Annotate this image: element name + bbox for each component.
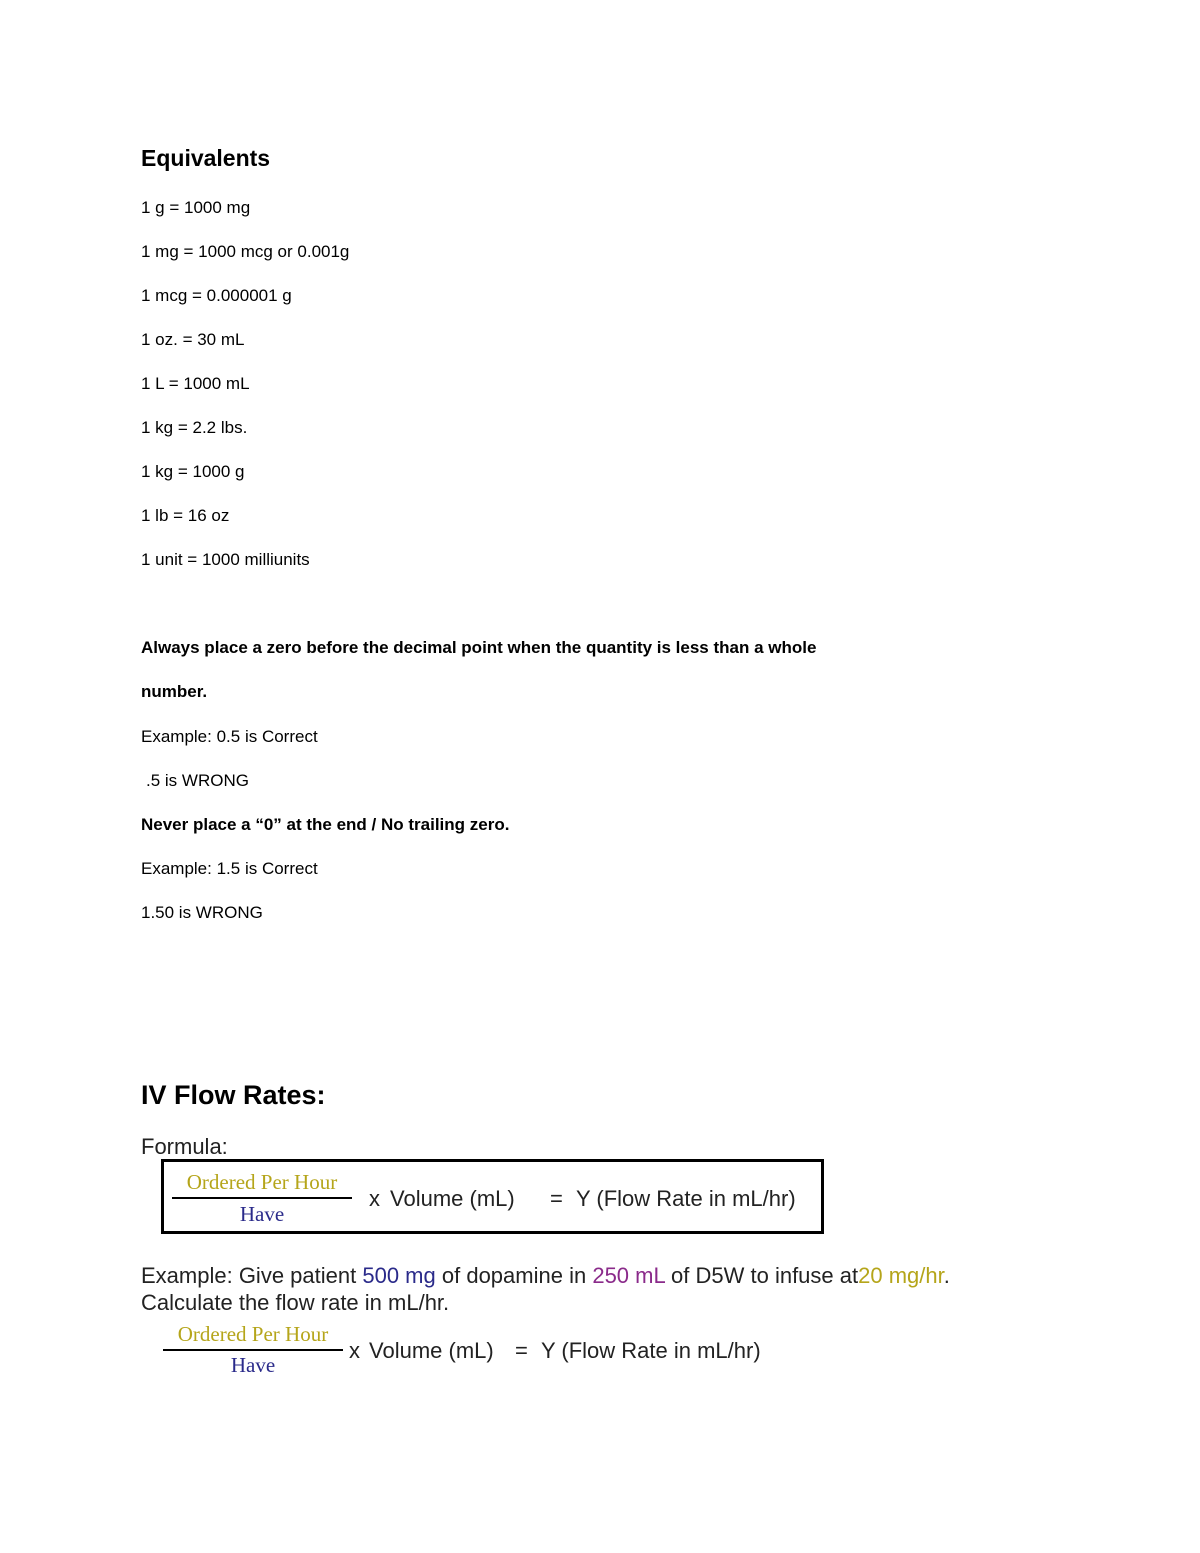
example-result: Y (Flow Rate in mL/hr) [541,1338,761,1363]
formula-times: x [369,1186,380,1211]
example-numerator: Ordered Per Hour [177,1322,329,1346]
example-mid1: of dopamine in [441,1263,587,1288]
formula-box [161,1159,824,1234]
equivalents-title: Equivalents [141,145,271,171]
example-formula [163,1320,863,1380]
equivalent-item: 1 L = 1000 mL [141,374,250,393]
example-text [141,1263,950,1289]
leading-zero-correct: Example: 0.5 is Correct [141,727,318,746]
equivalent-item: 1 lb = 16 oz [141,506,230,525]
formula-numerator: Ordered Per Hour [186,1170,338,1194]
leading-zero-rule-cont: number. [141,682,208,701]
equivalent-item: 1 mg = 1000 mcg or 0.001g [141,242,350,261]
example-volume: 250 mL [592,1263,665,1288]
formula-equals: = [550,1186,563,1211]
example-volume-term: Volume (mL) [369,1338,494,1363]
iv-flow-rates-title: IV Flow Rates: [141,1080,326,1110]
equivalent-item: 1 kg = 1000 g [141,462,245,481]
trailing-zero-correct: Example: 1.5 is Correct [141,859,318,878]
formula-label: Formula: [141,1134,228,1159]
equivalent-item: 1 mcg = 0.000001 g [141,286,292,305]
trailing-zero-wrong: 1.50 is WRONG [141,903,263,922]
example-mid2: of D5W to infuse at [671,1263,859,1288]
example-dose: 500 mg [362,1263,436,1288]
example-denominator: Have [230,1353,276,1377]
formula-denominator: Have [239,1202,285,1226]
example-instruction: Calculate the flow rate in mL/hr. [141,1290,450,1315]
equivalent-item: 1 kg = 2.2 lbs. [141,418,248,437]
equivalent-item: 1 unit = 1000 milliunits [141,550,310,569]
example-fraction-bar [163,1349,343,1351]
leading-zero-rule: Always place a zero before the decimal point when the quantity is less than a whole [141,638,817,657]
formula-volume: Volume (mL) [390,1186,515,1211]
equivalent-item: 1 oz. = 30 mL [141,330,245,349]
example-rate: 20 mg/hr [858,1263,944,1288]
leading-zero-wrong: .5 is WRONG [146,771,249,790]
equivalent-item: 1 g = 1000 mg [141,198,251,217]
trailing-zero-rule: Never place a “0” at the end / No trailing zero. [141,815,510,834]
example-prefix: Example: Give patient [141,1263,357,1288]
example-end: . [943,1263,950,1288]
formula-fraction-bar [172,1197,352,1199]
formula-result: Y (Flow Rate in mL/hr) [576,1186,796,1211]
example-times: x [349,1338,360,1363]
example-equals: = [515,1338,528,1363]
